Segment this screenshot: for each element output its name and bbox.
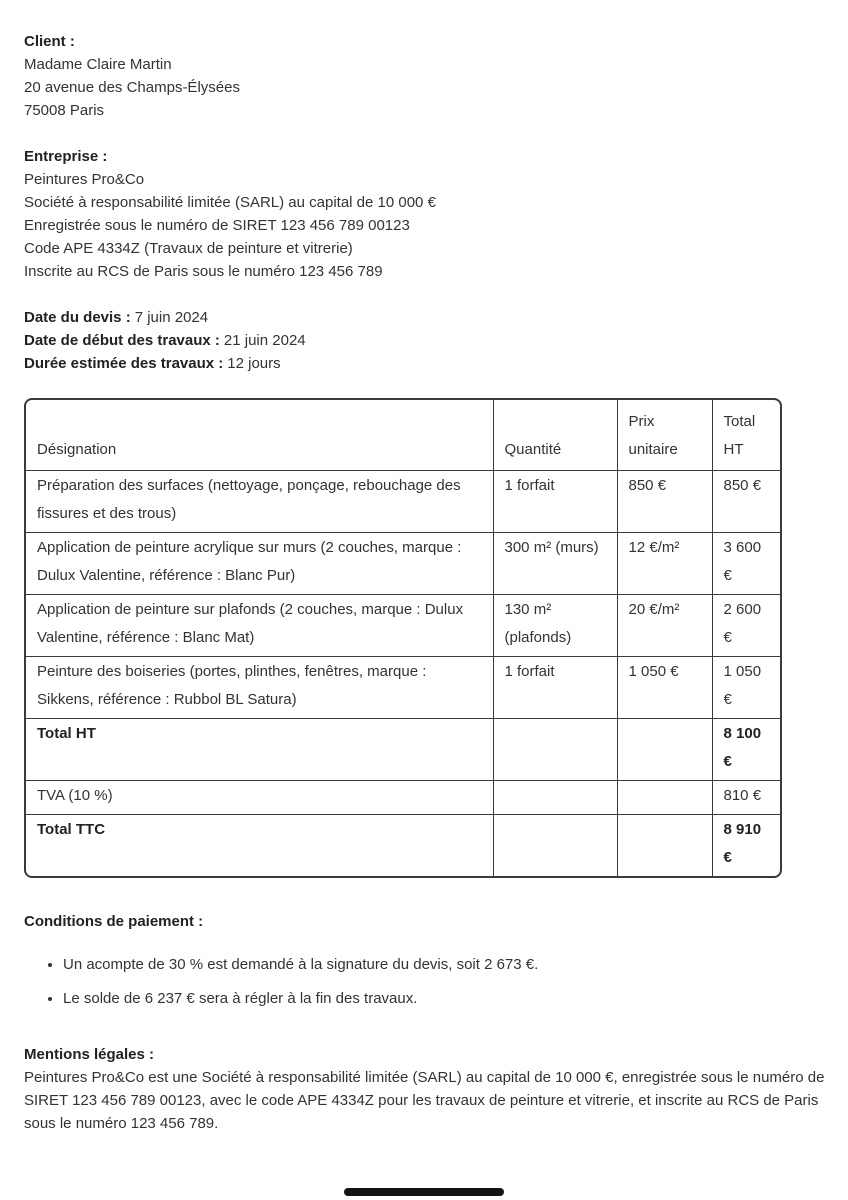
empty-cell [617,781,712,815]
date-debut-value: 21 juin 2024 [223,332,306,349]
quote-table [26,400,782,876]
duree-label: Durée estimée des travaux : [24,355,224,372]
cell-quantite: 1 forfait [493,471,617,533]
table-row [26,657,782,719]
tva-value: 810 € [712,781,782,815]
client-section [24,30,828,122]
cell-quantite: 130 m² (plafonds) [493,595,617,657]
cell-prix: 20 €/m² [617,595,712,657]
total-ttc-row [26,815,782,877]
table-row [26,595,782,657]
cell-total: 2 600 € [712,595,782,657]
cell-prix: 850 € [617,471,712,533]
cell-designation: Application de peinture acrylique sur murs (2 couches, marque : Dulux Valentine, référence : Blanc Pur) [26,533,493,595]
cell-total: 1 050 € [712,657,782,719]
cell-prix: 12 €/m² [617,533,712,595]
cell-designation: Préparation des surfaces (nettoyage, ponçage, rebouchage des fissures et des trous) [26,471,493,533]
company-heading: Entreprise : [24,148,108,165]
payment-bullet-list [24,953,828,1010]
total-ttc-label: Total TTC [26,815,493,877]
cell-quantite: 300 m² (murs) [493,533,617,595]
header-quantite: Quantité [493,400,617,471]
payment-bullet-solde: • Le solde de 6 237 € sera à régler à la fin des travaux. [63,987,828,1010]
company-rcs: Inscrite au RCS de Paris sous le numéro 123 456 789 [24,263,383,280]
quote-table-container [24,398,782,878]
table-header-row [26,400,782,471]
client-heading: Client : [24,33,75,50]
cell-prix: 1 050 € [617,657,712,719]
empty-cell [493,719,617,781]
payment-bullet-acompte: • Un acompte de 30 % est demandé à la signature du devis, soit 2 673 €. [63,953,828,976]
tva-row [26,781,782,815]
cell-designation: Peinture des boiseries (portes, plinthes, fenêtres, marque : Sikkens, référence : Rubbol BL Satura) [26,657,493,719]
duree-line [24,352,828,375]
date-debut-line [24,329,828,352]
company-name: Peintures Pro&Co [24,171,145,188]
date-debut-label: Date de début des travaux : [24,332,220,349]
home-indicator-bar[interactable] [344,1188,504,1196]
header-total-ht: Total HT [712,400,782,471]
payment-section [24,910,828,1010]
company-section [24,145,828,283]
cell-quantite: 1 forfait [493,657,617,719]
total-ht-row [26,719,782,781]
empty-cell [617,719,712,781]
empty-cell [617,815,712,877]
client-address-street: 20 avenue des Champs-Élysées [24,79,240,96]
cell-total: 3 600 € [712,533,782,595]
tva-label: TVA (10 %) [26,781,493,815]
cell-total: 850 € [712,471,782,533]
date-devis-label: Date du devis : [24,309,131,326]
legal-section [24,1043,828,1135]
company-legal-form: Société à responsabilité limitée (SARL) au capital de 10 000 € [24,194,436,211]
company-siret: Enregistrée sous le numéro de SIRET 123 456 789 00123 [24,217,410,234]
date-devis-value: 7 juin 2024 [134,309,209,326]
header-prix-unitaire: Prix unitaire [617,400,712,471]
company-ape-code: Code APE 4334Z (Travaux de peinture et vitrerie) [24,240,353,257]
legal-heading: Mentions légales : [24,1046,155,1063]
empty-cell [493,815,617,877]
dates-section [24,306,828,375]
client-name: Madame Claire Martin [24,56,172,73]
total-ht-value: 8 100 € [712,719,782,781]
payment-heading: Conditions de paiement : [24,913,204,930]
table-row [26,471,782,533]
cell-designation: Application de peinture sur plafonds (2 couches, marque : Dulux Valentine, référence : Blanc Mat) [26,595,493,657]
duree-value: 12 jours [227,355,281,372]
total-ttc-value: 8 910 € [712,815,782,877]
header-designation: Désignation [26,400,493,471]
empty-cell [493,781,617,815]
table-row [26,533,782,595]
legal-text: Peintures Pro&Co est une Société à responsabilité limitée (SARL) au capital de 10 000 €, enregistrée sous le numéro de SIRET 123 456 789 00123, avec le code APE 4334Z pour les travaux de peinture et vitrerie, et inscrite au RCS de Paris sous le numéro 123 456 789. [24,1069,825,1132]
total-ht-label: Total HT [26,719,493,781]
client-address-city: 75008 Paris [24,102,105,119]
date-devis-line [24,306,828,329]
